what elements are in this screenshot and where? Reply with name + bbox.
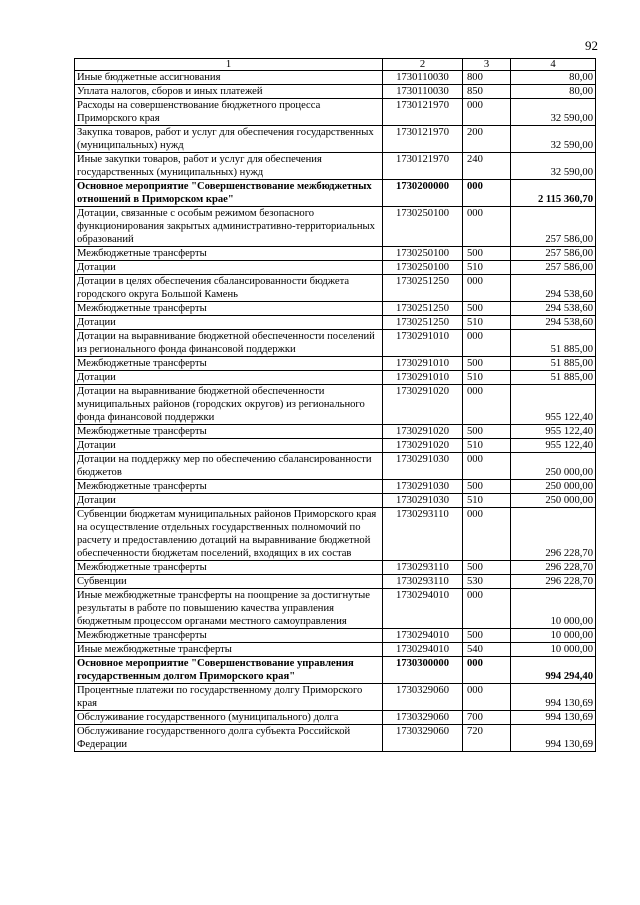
table-row	[75, 575, 596, 589]
cell-code: 1730121970	[383, 153, 463, 180]
cell-name: Иные межбюджетные трансферты на поощрение за достигнутые результаты в работе по повышению качества управления бюджетным процессом органами местного самоуправления	[75, 589, 383, 629]
cell-amount: 994 130,69	[511, 684, 596, 711]
cell-code: 1730291030	[383, 480, 463, 494]
table-row	[75, 261, 596, 275]
cell-amount: 80,00	[511, 85, 596, 99]
cell-amount: 257 586,00	[511, 261, 596, 275]
cell-amount: 994 130,69	[511, 711, 596, 725]
table-row	[75, 494, 596, 508]
cell-name: Межбюджетные трансферты	[75, 247, 383, 261]
cell-code: 1730300000	[383, 657, 463, 684]
cell-kvr: 530	[463, 575, 511, 589]
cell-code: 1730250100	[383, 261, 463, 275]
table-row	[75, 357, 596, 371]
cell-code: 1730291020	[383, 425, 463, 439]
cell-kvr: 500	[463, 357, 511, 371]
cell-code: 1730121970	[383, 99, 463, 126]
cell-kvr: 800	[463, 71, 511, 85]
cell-amount: 955 122,40	[511, 439, 596, 453]
cell-amount: 955 122,40	[511, 425, 596, 439]
table-row	[75, 71, 596, 85]
cell-code: 1730291020	[383, 385, 463, 425]
cell-code: 1730251250	[383, 316, 463, 330]
table-row	[75, 725, 596, 752]
cell-code: 1730110030	[383, 71, 463, 85]
table-row	[75, 275, 596, 302]
cell-name: Межбюджетные трансферты	[75, 629, 383, 643]
cell-name: Субвенции бюджетам муниципальных районов Приморского края на осуществление отдельных государственных полномочий по расчету и предоставлению дотаций на выравнивание бюджетной обеспеченности бюджетам поселений, входящих в их состав	[75, 508, 383, 561]
table-row	[75, 316, 596, 330]
cell-name: Дотации	[75, 316, 383, 330]
cell-code: 1730291010	[383, 330, 463, 357]
cell-name: Межбюджетные трансферты	[75, 480, 383, 494]
table-row	[75, 629, 596, 643]
cell-kvr: 510	[463, 439, 511, 453]
cell-amount: 294 538,60	[511, 302, 596, 316]
table-row	[75, 85, 596, 99]
table-row	[75, 371, 596, 385]
cell-amount: 296 228,70	[511, 575, 596, 589]
cell-code: 1730200000	[383, 180, 463, 207]
table-row	[75, 589, 596, 629]
header-col-3: 3	[463, 59, 511, 71]
cell-kvr: 200	[463, 126, 511, 153]
cell-kvr: 540	[463, 643, 511, 657]
budget-table	[74, 58, 596, 752]
cell-code: 1730110030	[383, 85, 463, 99]
cell-amount: 955 122,40	[511, 385, 596, 425]
cell-kvr: 000	[463, 508, 511, 561]
cell-amount: 32 590,00	[511, 99, 596, 126]
cell-amount: 296 228,70	[511, 561, 596, 575]
cell-code: 1730291030	[383, 494, 463, 508]
cell-kvr: 000	[463, 330, 511, 357]
table-row	[75, 330, 596, 357]
cell-kvr: 000	[463, 589, 511, 629]
cell-kvr: 850	[463, 85, 511, 99]
cell-amount: 296 228,70	[511, 508, 596, 561]
table-row	[75, 247, 596, 261]
header-col-4: 4	[511, 59, 596, 71]
table-row	[75, 99, 596, 126]
table-header-row	[75, 59, 596, 71]
cell-kvr: 720	[463, 725, 511, 752]
cell-amount: 994 294,40	[511, 657, 596, 684]
cell-name: Дотации, связанные с особым режимом безопасного функционирования закрытых административно-территориальных образований	[75, 207, 383, 247]
cell-amount: 32 590,00	[511, 126, 596, 153]
cell-code: 1730291020	[383, 439, 463, 453]
cell-name: Иные бюджетные ассигнования	[75, 71, 383, 85]
cell-kvr: 500	[463, 561, 511, 575]
cell-kvr: 510	[463, 261, 511, 275]
cell-code: 1730293110	[383, 508, 463, 561]
cell-amount: 257 586,00	[511, 247, 596, 261]
cell-kvr: 000	[463, 207, 511, 247]
cell-code: 1730291010	[383, 357, 463, 371]
cell-name: Уплата налогов, сборов и иных платежей	[75, 85, 383, 99]
cell-name: Межбюджетные трансферты	[75, 302, 383, 316]
table-row	[75, 453, 596, 480]
cell-name: Субвенции	[75, 575, 383, 589]
cell-code: 1730291030	[383, 453, 463, 480]
cell-kvr: 000	[463, 99, 511, 126]
cell-kvr: 000	[463, 385, 511, 425]
cell-name: Межбюджетные трансферты	[75, 425, 383, 439]
table-row	[75, 425, 596, 439]
cell-amount: 80,00	[511, 71, 596, 85]
table-row	[75, 385, 596, 425]
header-col-2: 2	[383, 59, 463, 71]
cell-name: Межбюджетные трансферты	[75, 561, 383, 575]
cell-amount: 257 586,00	[511, 207, 596, 247]
cell-code: 1730251250	[383, 302, 463, 316]
cell-kvr: 000	[463, 275, 511, 302]
cell-amount: 250 000,00	[511, 494, 596, 508]
cell-kvr: 510	[463, 316, 511, 330]
cell-name: Дотации на выравнивание бюджетной обеспеченности поселений из регионального фонда финансовой поддержки	[75, 330, 383, 357]
cell-amount: 10 000,00	[511, 643, 596, 657]
cell-name: Расходы на совершенствование бюджетного процесса Приморского края	[75, 99, 383, 126]
cell-code: 1730329060	[383, 684, 463, 711]
cell-amount: 51 885,00	[511, 371, 596, 385]
cell-code: 1730251250	[383, 275, 463, 302]
cell-name: Дотации на поддержку мер по обеспечению сбалансированности бюджетов	[75, 453, 383, 480]
table-row	[75, 302, 596, 316]
cell-kvr: 500	[463, 480, 511, 494]
cell-amount: 32 590,00	[511, 153, 596, 180]
table-row	[75, 711, 596, 725]
cell-code: 1730293110	[383, 561, 463, 575]
cell-name: Основное мероприятие "Совершенствование управления государственным долгом Приморского края"	[75, 657, 383, 684]
cell-name: Закупка товаров, работ и услуг для обеспечения государственных (муниципальных) нужд	[75, 126, 383, 153]
cell-code: 1730329060	[383, 711, 463, 725]
cell-code: 1730294010	[383, 643, 463, 657]
cell-amount: 250 000,00	[511, 453, 596, 480]
cell-code: 1730250100	[383, 247, 463, 261]
cell-amount: 2 115 360,70	[511, 180, 596, 207]
cell-name: Дотации	[75, 439, 383, 453]
cell-name: Обслуживание государственного (муниципального) долга	[75, 711, 383, 725]
cell-kvr: 700	[463, 711, 511, 725]
table-row	[75, 508, 596, 561]
cell-name: Межбюджетные трансферты	[75, 357, 383, 371]
cell-code: 1730294010	[383, 589, 463, 629]
cell-kvr: 510	[463, 371, 511, 385]
cell-kvr: 500	[463, 629, 511, 643]
cell-name: Дотации	[75, 494, 383, 508]
cell-name: Процентные платежи по государственному долгу Приморского края	[75, 684, 383, 711]
table-row	[75, 657, 596, 684]
cell-name: Иные закупки товаров, работ и услуг для обеспечения государственных (муниципальных) нужд	[75, 153, 383, 180]
cell-kvr: 000	[463, 453, 511, 480]
cell-name: Дотации на выравнивание бюджетной обеспеченности муниципальных районов (городских округов) из регионального фонда финансовой поддержки	[75, 385, 383, 425]
cell-amount: 51 885,00	[511, 357, 596, 371]
cell-amount: 294 538,60	[511, 316, 596, 330]
cell-code: 1730293110	[383, 575, 463, 589]
cell-name: Иные межбюджетные трансферты	[75, 643, 383, 657]
cell-code: 1730294010	[383, 629, 463, 643]
table-row	[75, 684, 596, 711]
cell-name: Дотации	[75, 261, 383, 275]
table-row	[75, 643, 596, 657]
cell-kvr: 240	[463, 153, 511, 180]
table-row	[75, 180, 596, 207]
cell-amount: 250 000,00	[511, 480, 596, 494]
cell-name: Дотации	[75, 371, 383, 385]
table-row	[75, 561, 596, 575]
cell-kvr: 510	[463, 494, 511, 508]
cell-amount: 51 885,00	[511, 330, 596, 357]
cell-kvr: 000	[463, 180, 511, 207]
cell-amount: 294 538,60	[511, 275, 596, 302]
cell-kvr: 500	[463, 302, 511, 316]
cell-amount: 10 000,00	[511, 629, 596, 643]
page-number: 92	[585, 38, 598, 53]
cell-kvr: 000	[463, 657, 511, 684]
cell-kvr: 000	[463, 684, 511, 711]
table-row	[75, 480, 596, 494]
cell-name: Основное мероприятие "Совершенствование межбюджетных отношений в Приморском крае"	[75, 180, 383, 207]
cell-code: 1730291010	[383, 371, 463, 385]
cell-amount: 994 130,69	[511, 725, 596, 752]
header-col-1: 1	[75, 59, 383, 71]
cell-code: 1730250100	[383, 207, 463, 247]
cell-code: 1730329060	[383, 725, 463, 752]
cell-name: Обслуживание государственного долга субъекта Российской Федерации	[75, 725, 383, 752]
table-row	[75, 439, 596, 453]
table-body	[75, 71, 596, 752]
cell-code: 1730121970	[383, 126, 463, 153]
table-row	[75, 153, 596, 180]
table-row	[75, 126, 596, 153]
cell-kvr: 500	[463, 425, 511, 439]
cell-kvr: 500	[463, 247, 511, 261]
cell-amount: 10 000,00	[511, 589, 596, 629]
cell-name: Дотации в целях обеспечения сбалансированности бюджета городского округа Большой Камень	[75, 275, 383, 302]
table-row	[75, 207, 596, 247]
